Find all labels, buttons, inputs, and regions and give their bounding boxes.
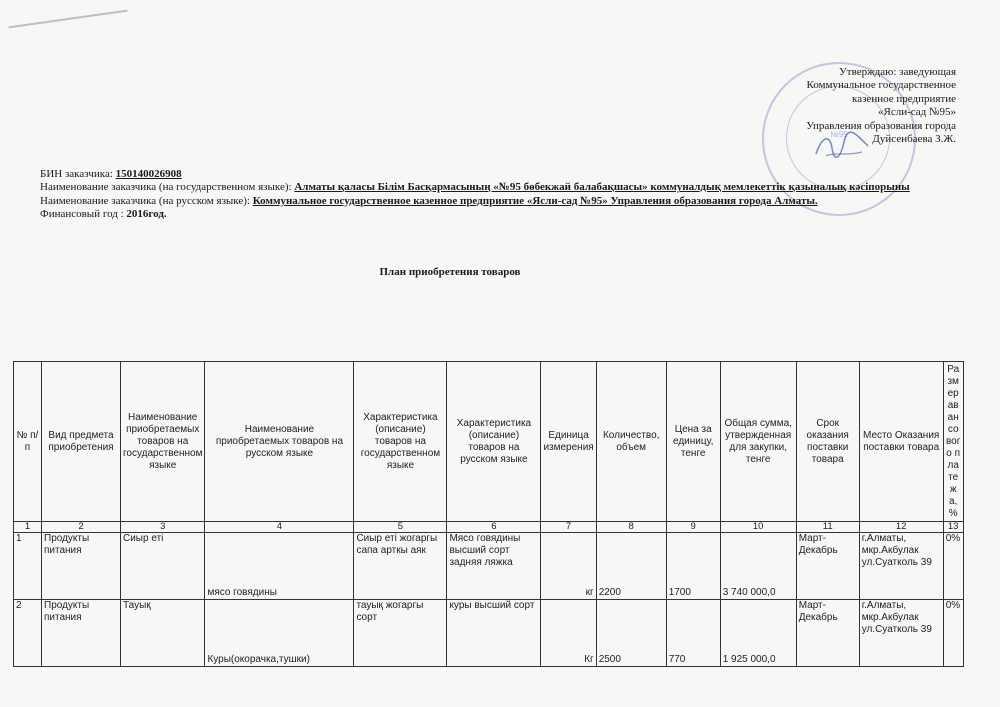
approval-line: «Ясли-сад №95» (878, 106, 956, 119)
column-number-row (14, 522, 964, 533)
name-ru-line (40, 195, 940, 208)
row-price: 770 (666, 600, 720, 667)
row-unit: кг (541, 533, 596, 600)
header-cell: Размер авансового платежа, % (943, 362, 963, 522)
header-cell: Общая сумма, утвержденная для закупки, тенге (720, 362, 796, 522)
header-cell: Характеристика (описание) товаров на русском языке (447, 362, 541, 522)
document-title: План приобретения товаров (379, 266, 521, 278)
row-type: Продукты питания (42, 600, 121, 667)
row-total: 3 740 000,0 (720, 533, 796, 600)
column-number: 9 (666, 522, 720, 533)
fiscal-year-value: 2016год. (126, 208, 167, 221)
row-total: 1 925 000,0 (720, 600, 796, 667)
name-kz-line (40, 181, 940, 194)
bin-value: 150140026908 (115, 168, 182, 180)
column-number: 10 (720, 522, 796, 533)
column-number: 5 (354, 522, 447, 533)
fiscal-year-line (40, 208, 940, 221)
name-kz-value: Алматы қаласы Білім Басқармасының «№95 бөбекжай балабақшасы» коммуналдық мемлекеттік қазыналық кәсіпорыны (294, 181, 910, 194)
header-cell: Место Оказания поставки товара (859, 362, 943, 522)
row-term: Март-Декабрь (796, 600, 859, 667)
column-number: 11 (796, 522, 859, 533)
column-number: 13 (943, 522, 963, 533)
row-name-ru: мясо говядины (205, 533, 354, 600)
stamp-text: №95 (830, 130, 848, 139)
column-number: 6 (447, 522, 541, 533)
row-name-ru: Куры(окорачка,тушки) (205, 600, 354, 667)
row-name-kz: Тауық (121, 600, 205, 667)
column-number: 1 (14, 522, 42, 533)
fiscal-year-label: Финансовый год : (40, 208, 127, 221)
header-cell: Наименование приобретаемых товаров на государственном языке (121, 362, 205, 522)
row-desc-kz: тауық жогаргы сорт (354, 600, 447, 667)
table-row (14, 533, 964, 600)
header-cell: Единица измерения (541, 362, 596, 522)
column-number: 2 (42, 522, 121, 533)
row-term: Март-Декабрь (796, 533, 859, 600)
customer-info (40, 168, 940, 222)
name-ru-label: Наименование заказчика (на русском языке): (40, 194, 253, 207)
row-unit: Кг (541, 600, 596, 667)
approval-block (766, 66, 956, 146)
row-num: 2 (14, 600, 42, 667)
row-desc-ru: куры высший сорт (447, 600, 541, 667)
header-cell: Вид предмета приобретения (42, 362, 121, 522)
approval-line: Управления образования города (806, 119, 956, 132)
header-cell: Характеристика (описание) товаров на государственном языке (354, 362, 447, 522)
header-cell: Наименование приобретаемых товаров на русском языке (205, 362, 354, 522)
table-header-row (14, 362, 964, 522)
header-cell: Количество, объем (596, 362, 666, 522)
row-place: г.Алматы, мкр.Акбулак ул.Суатколь 39 (859, 600, 943, 667)
header-cell: Срок оказания поставки товара (796, 362, 859, 522)
row-qty: 2200 (596, 533, 666, 600)
column-number: 7 (541, 522, 596, 533)
row-qty: 2500 (596, 600, 666, 667)
row-desc-kz: Сиыр еті жогаргы сапа арткы аяк (354, 533, 447, 600)
bin-line (40, 168, 940, 181)
page-edge-mark (8, 10, 127, 29)
row-type: Продукты питания (42, 533, 121, 600)
bin-label: БИН заказчика: (40, 168, 116, 180)
approval-line: Дуйсенбаева З.Ж. (872, 133, 956, 146)
row-place: г.Алматы, мкр.Акбулак ул.Суатколь 39 (859, 533, 943, 600)
column-number: 3 (121, 522, 205, 533)
row-name-kz: Сиыр еті (121, 533, 205, 600)
name-ru-value: Коммунальное государственное казенное предприятие «Ясли-сад №95» Управления образования города Алматы. (252, 194, 818, 207)
row-price: 1700 (666, 533, 720, 600)
procurement-table (13, 361, 964, 667)
header-cell: № п/п (14, 362, 42, 522)
row-num: 1 (14, 533, 42, 600)
row-desc-ru: Мясо говядины высший сорт задняя ляжка (447, 533, 541, 600)
column-number: 12 (859, 522, 943, 533)
row-advance: 0% (943, 600, 963, 667)
approval-line: Утверждаю: заведующая (838, 66, 956, 78)
approval-line: Коммунальное государственное (806, 79, 956, 92)
header-cell: Цена за единицу, тенге (666, 362, 720, 522)
row-advance: 0% (943, 533, 963, 600)
table-row (14, 600, 964, 667)
column-number: 8 (596, 522, 666, 533)
name-kz-label: Наименование заказчика (на государственном языке): (40, 181, 295, 194)
approval-line: казенное предприятие (852, 92, 956, 105)
column-number: 4 (205, 522, 354, 533)
